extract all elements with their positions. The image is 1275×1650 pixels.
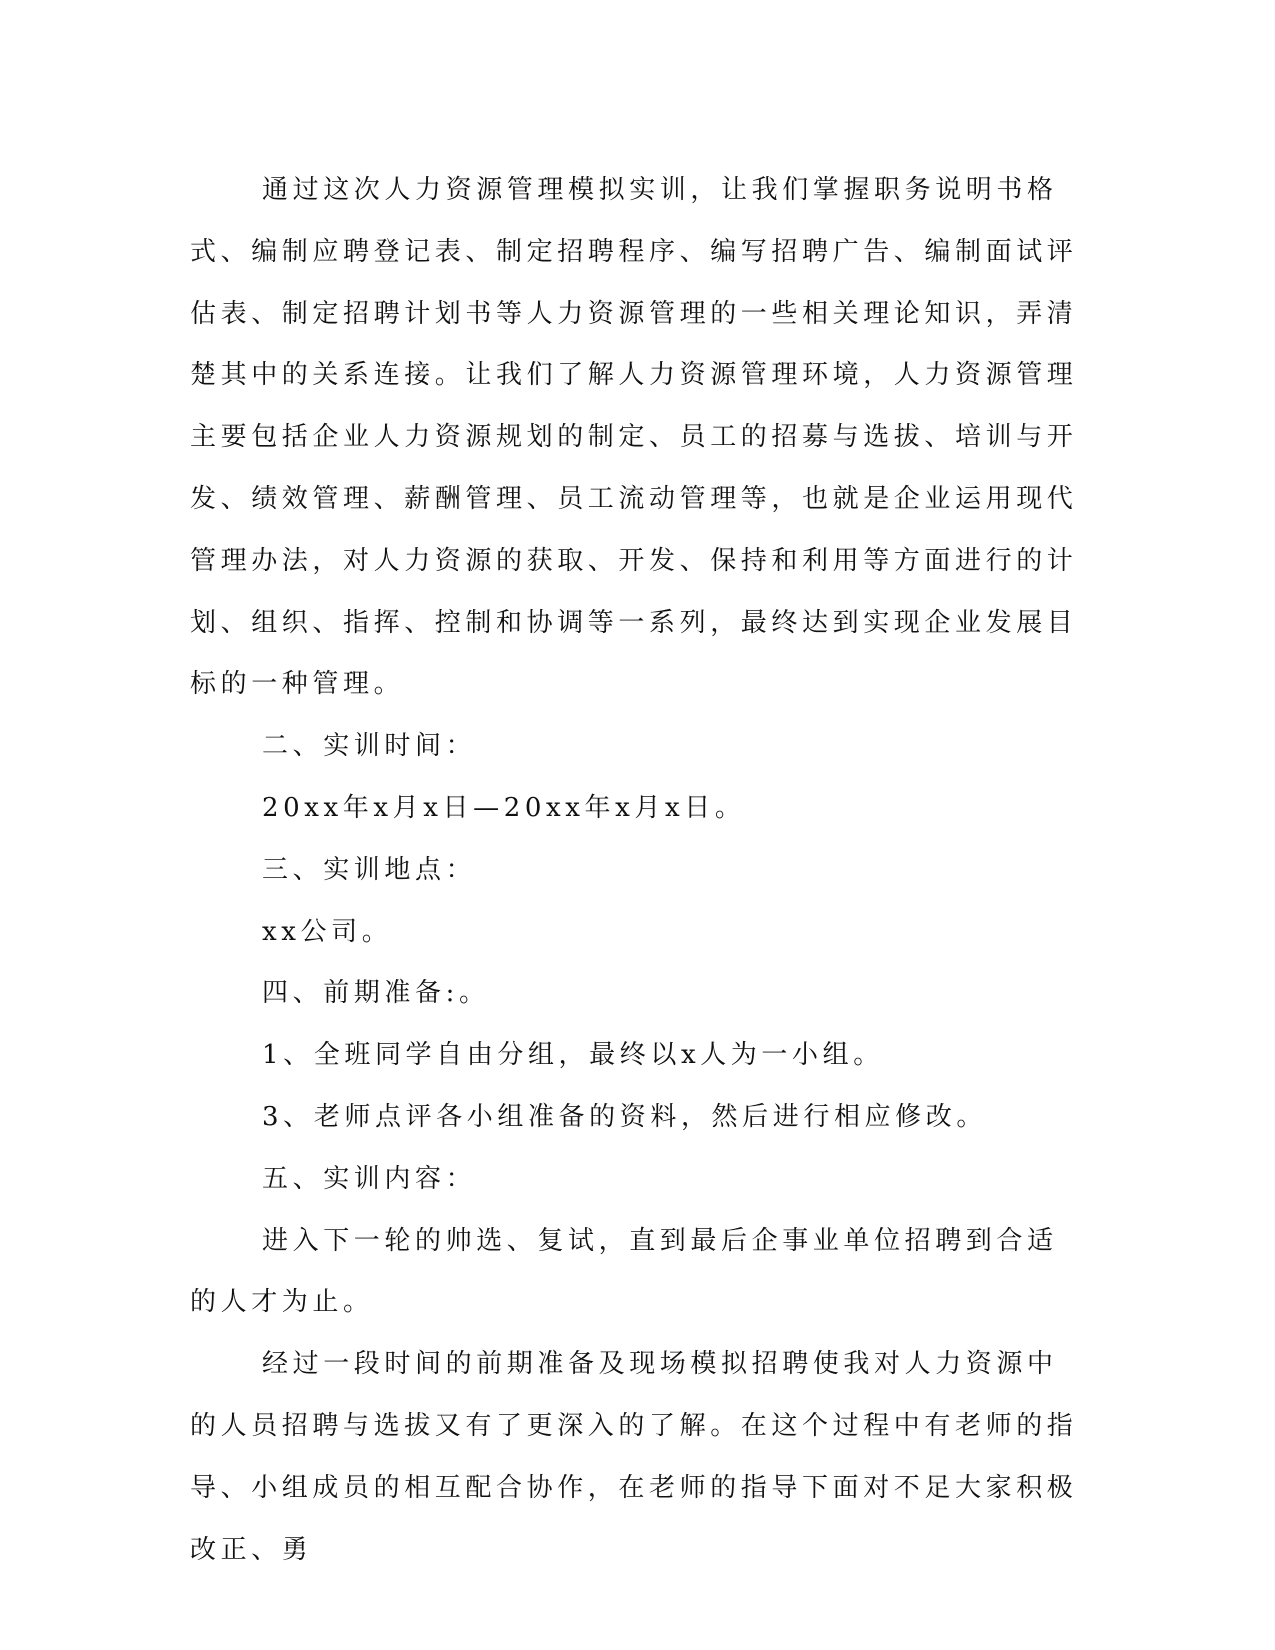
- preparation-item-1: 1、全班同学自由分组，最终以x人为一小组。: [262, 1040, 884, 1071]
- heading-preparation: 四、前期准备:。: [262, 978, 490, 1009]
- document-body: [190, 160, 1085, 1581]
- training-location-value: xx公司。: [262, 916, 393, 947]
- training-content-text: 进入下一轮的帅选、复试，直到最后企事业单位招聘到合适的人才为止。: [190, 1225, 1058, 1318]
- preparation-item-3: 3、老师点评各小组准备的资料，然后进行相应修改。: [262, 1101, 987, 1132]
- heading-training-location: 三、实训地点：: [262, 854, 477, 885]
- paragraph-intro: 通过这次人力资源管理模拟实训，让我们掌握职务说明书格式、编制应聘登记表、制定招聘程序、编写招聘广告、编制面试评估表、制定招聘计划书等人力资源管理的一些相关理论知识，弄清楚其中的关系连接。让我们了解人力资源管理环境，人力资源管理主要包括企业人力资源规划的制定、员工的招募与选拔、培训与开发、绩效管理、薪酬管理、员工流动管理等，也就是企业运用现代管理办法，对人力资源的获取、开发、保持和利用等方面进行的计划、组织、指挥、控制和协调等一系列，最终达到实现企业发展目标的一种管理。: [190, 175, 1078, 700]
- paragraph-reflection: 经过一段时间的前期准备及现场模拟招聘使我对人力资源中的人员招聘与选拔又有了更深入的了解。在这个过程中有老师的指导、小组成员的相互配合协作，在老师的指导下面对不足大家积极改正、勇: [190, 1349, 1078, 1565]
- heading-training-content: 五、实训内容：: [262, 1163, 477, 1194]
- heading-training-time: 二、实训时间：: [262, 731, 477, 762]
- training-time-value: 20xx年x月x日—20xx年x月x日。: [262, 792, 746, 823]
